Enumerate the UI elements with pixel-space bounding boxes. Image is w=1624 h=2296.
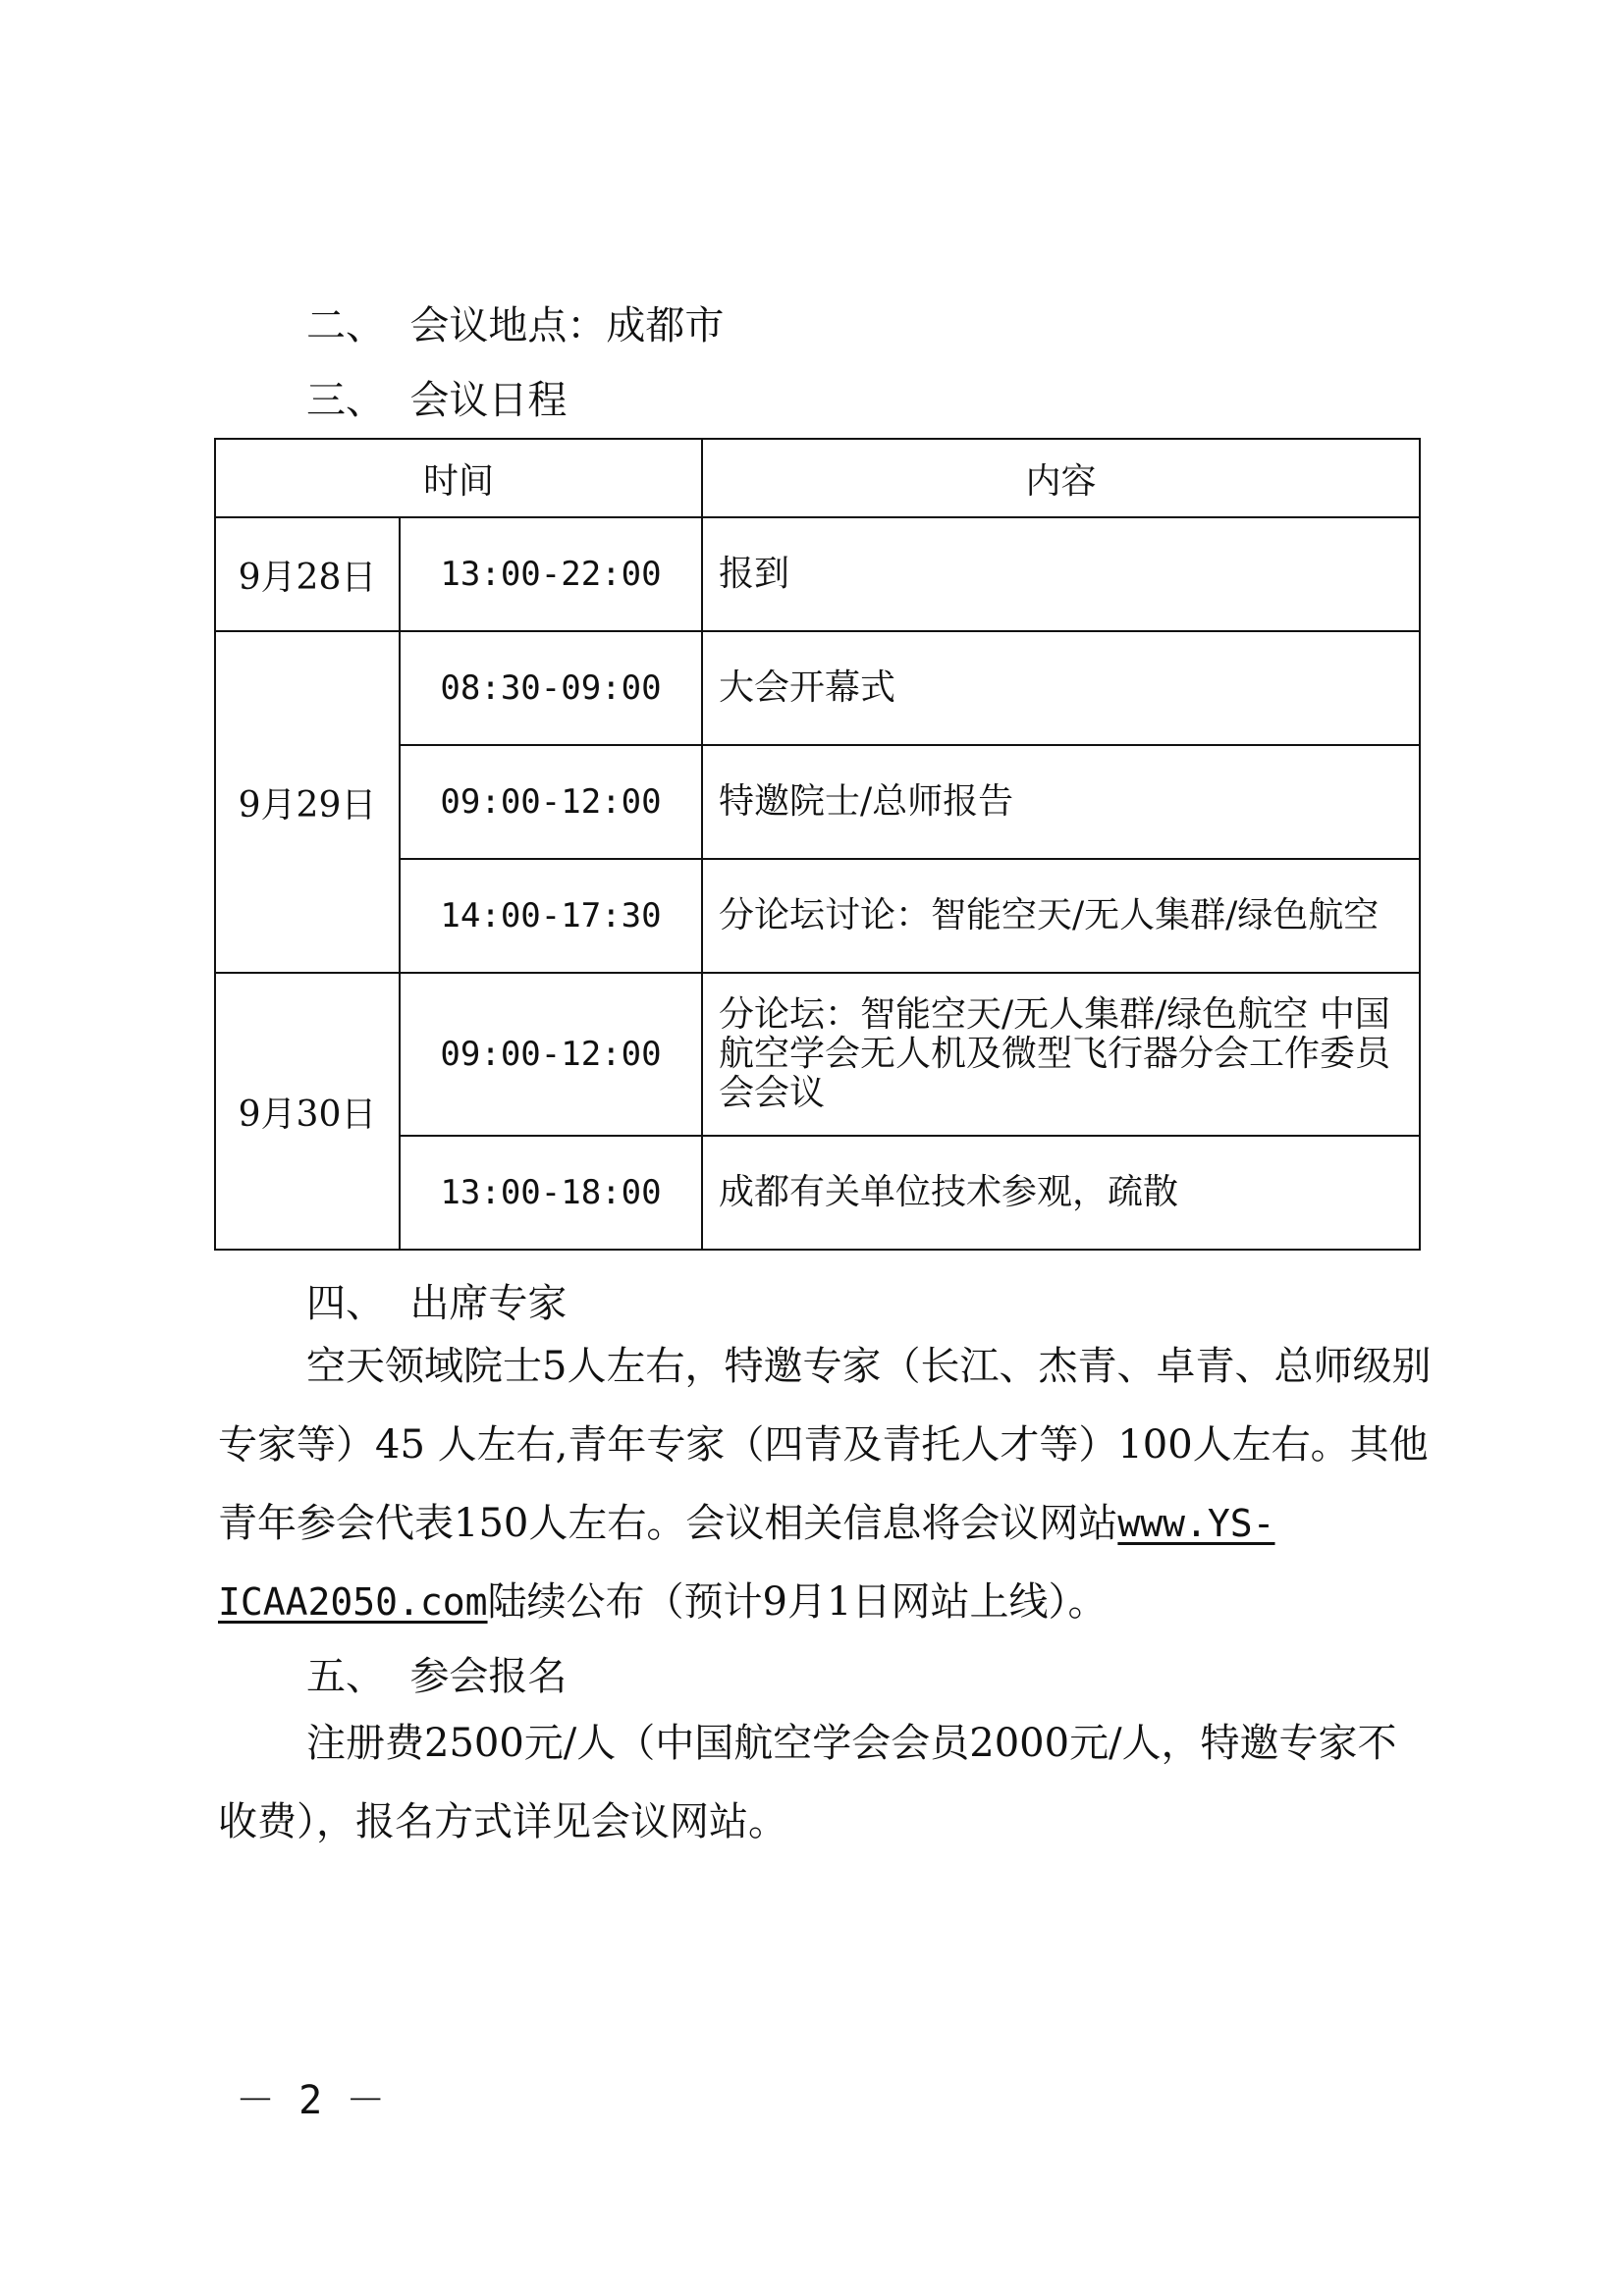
content-cell: 成都有关单位技术参观，疏散 <box>702 1136 1420 1250</box>
section-4-paragraph <box>218 1327 1434 1641</box>
time-cell: 09:00-12:00 <box>400 973 702 1136</box>
paragraph-text: 空天领域院士5人左右，特邀专家（长江、杰青、卓青、总师级别专家等）45 人左右,青年专家（四青及青托人才等）100人左右。其他青年参会代表150人左右。会议相关信息将会议网站 <box>218 1344 1432 1546</box>
content-cell: 报到 <box>702 517 1420 631</box>
section-5-number: 五、 <box>306 1654 385 1699</box>
paragraph-text: 陆续公布（预计9月1日网站上线）。 <box>487 1579 1108 1625</box>
time-cell: 14:00-17:30 <box>400 859 702 973</box>
table-row <box>215 517 1420 631</box>
header-content: 内容 <box>702 439 1420 517</box>
content-cell: 大会开幕式 <box>702 631 1420 745</box>
section-3-number: 三、 <box>306 378 385 423</box>
schedule-header-row <box>215 439 1420 517</box>
time-cell: 08:30-09:00 <box>400 631 702 745</box>
table-row <box>215 973 1420 1136</box>
date-cell: 9月29日 <box>215 631 400 973</box>
schedule-table <box>214 438 1421 1251</box>
website-link[interactable]: www.YS-ICAA2050.com <box>218 1502 1275 1624</box>
section-3-heading <box>306 373 1524 428</box>
content-cell: 特邀院士/总师报告 <box>702 745 1420 859</box>
time-cell: 13:00-22:00 <box>400 517 702 631</box>
table-row <box>215 631 1420 745</box>
paragraph-text: 注册费2500元/人（中国航空学会会员2000元/人，特邀专家不收费），报名方式详见会议网站。 <box>218 1721 1397 1844</box>
section-5-paragraph <box>218 1704 1434 1861</box>
header-time: 时间 <box>215 439 702 517</box>
section-4-text: 出席专家 <box>409 1281 568 1326</box>
section-2-text: 会议地点：成都市 <box>409 303 725 348</box>
section-2-heading <box>306 298 1524 353</box>
section-2-number: 二、 <box>306 303 385 348</box>
content-cell: 分论坛：智能空天/无人集群/绿色航空 中国航空学会无人机及微型飞行器分会工作委员会会议 <box>702 973 1420 1136</box>
content-cell: 分论坛讨论：智能空天/无人集群/绿色航空 <box>702 859 1420 973</box>
page-number: － 2 － <box>236 2078 386 2123</box>
time-cell: 13:00-18:00 <box>400 1136 702 1250</box>
date-cell: 9月30日 <box>215 973 400 1250</box>
time-cell: 09:00-12:00 <box>400 745 702 859</box>
section-3-text: 会议日程 <box>409 378 568 423</box>
section-5-heading <box>306 1649 1524 1704</box>
date-cell: 9月28日 <box>215 517 400 631</box>
section-4-number: 四、 <box>306 1281 385 1326</box>
section-4-heading <box>306 1276 1524 1331</box>
section-5-text: 参会报名 <box>409 1654 568 1699</box>
